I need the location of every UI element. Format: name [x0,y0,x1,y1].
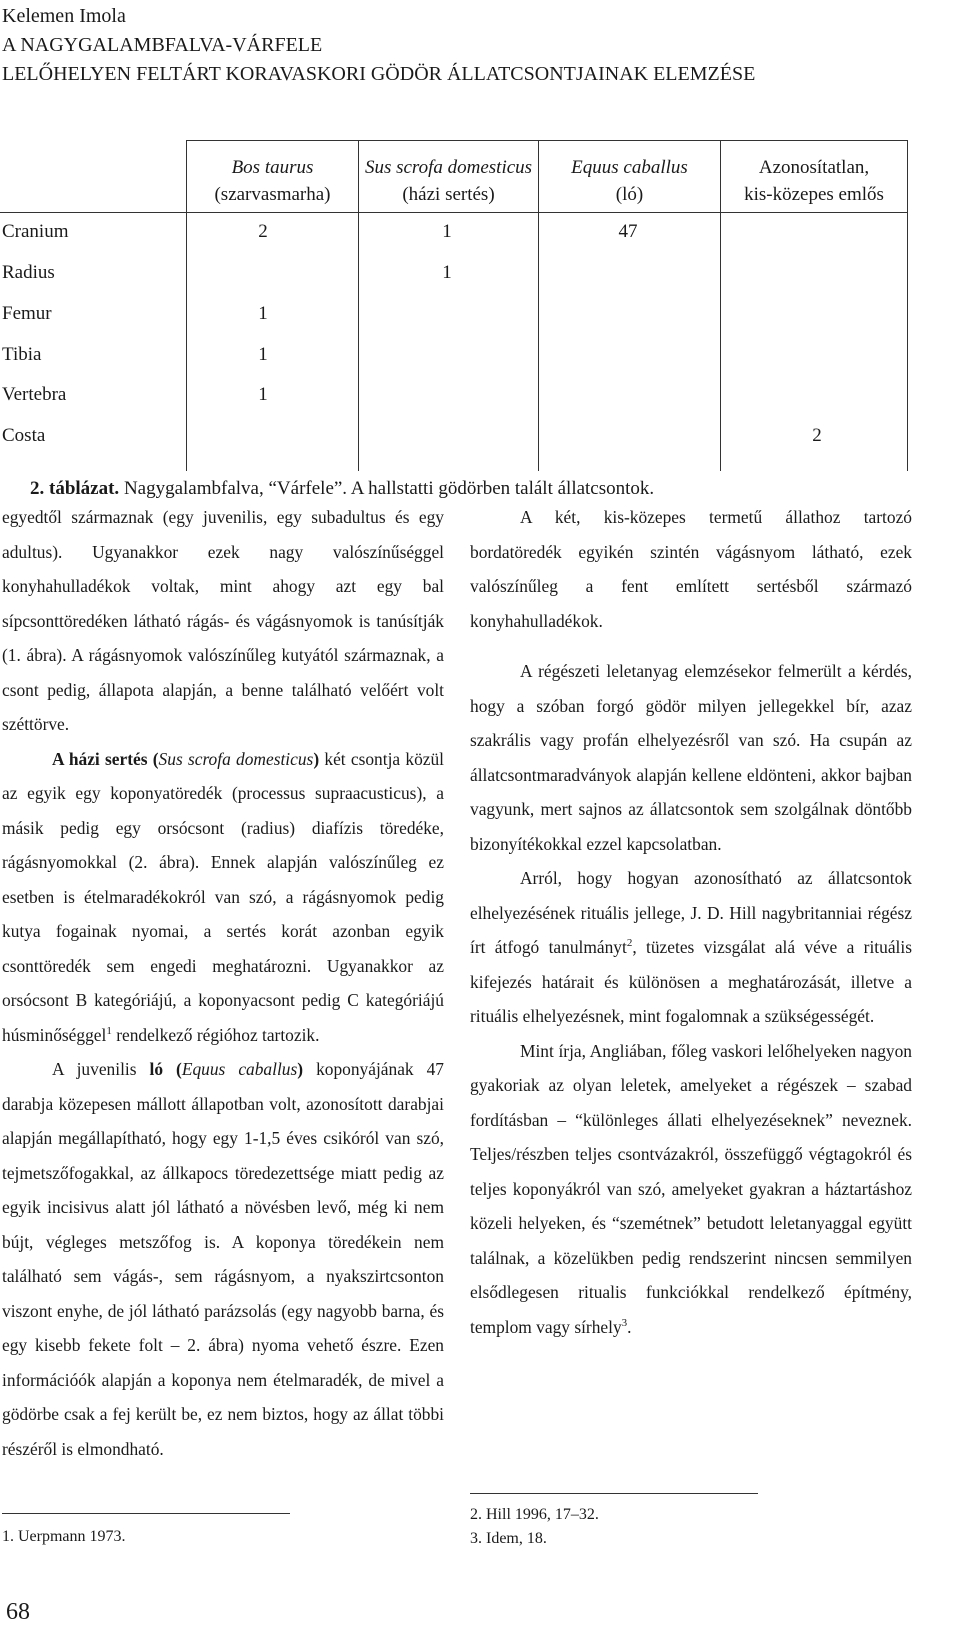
row-label-costa: Costa [2,425,46,446]
column-header-bos-taurus: Bos taurus (szarvasmarha) [214,157,331,205]
table-cell: 1 [258,303,268,324]
table-grid-line [186,140,908,141]
paragraph: A házi sertés (Sus scrofa domesticus) két csontja közül az egyik egy koponyatöredék (processus supraacusticus), a másik pedig egy orsócsont (radius) diafízis töredéke, rágásnyomokkal (2. ábra). Ennek alapján valószínűleg ez esetben is ételmaradékokról van szó, a rágásnyomok pedig kutya fogainak nyomai, a sertés korát azonban egyik csonttöredék sem engedi meghatározni. Ugyanakkor az orsócsont B kategóriájú, a koponyacsont pedig C kategóriájú húsminőséggel$^1$ rendelkező régióhoz tartozik. [2,748,445,1045]
author-name: Kelemen Imola [2,5,126,27]
article-title-line1: A NAGYGALAMBFALVA-VÁRFELE [2,34,323,56]
caption-label: 2. táblázat. [30,478,120,499]
right-column [470,500,912,1344]
table-cell: 47 [618,221,638,242]
row-label-vertebra: Vertebra [2,384,67,405]
running-header [2,2,755,89]
row-label-tibia: Tibia [2,344,42,365]
page-number: 68 [6,1599,30,1625]
column-header-equus-caballus: Equus caballus (ló) [571,157,688,205]
row-label-cranium: Cranium [2,221,69,242]
paragraph: A juvenilis ló (Equus caballus) koponyájának 47 darabja közepesen mállott állapotban volt, azonosított darabjai alapján megállapítható, hogy egy 1-1,5 éves csikóról van szó, tejmetszőfogakkal, az állkapocs töredezettsége miatt pedig az egyik incisivus alatt jól látható a növésben levő, még ki nem bújt, végleges metszőfog is. A koponya töredékein nem található sem vágás-, sem rágásnyom, a nyakszirtcsonton viszont enyhe, de jól látható parázsolás (egy nagyobb barna, és egy kisebb fekete folt – 2. ábra) nyoma vehető észre. Ezen információók alapján a koponya nem ételmaradék, de mivel a gödörbe csak a fej került be, ez nem biztos, hogy az állat többi részéről is elmondható. [2,1059,445,1459]
table-cell: 1 [442,221,452,242]
paragraph: Arról, hogy hogyan azonosítható az állatcsontok elhelyezésének rituális jellege, J. D. Hill nagybritanniai régész írt átfogó tanulmányt$^2$, tüzetes vizsgálat alá véve a rituális kifejezés határait és különösen a meghatározását, illetve a rituális elhelyezésnek, mint fogalomnak a szükségességét. [470,868,912,1026]
table-grid-line [0,212,908,213]
row-label-femur: Femur [2,303,52,324]
table-cell: 1 [258,344,268,365]
article-title-line2: LELŐHELYEN FELTÁRT KORAVASKORI GÖDÖR ÁLLATCSONTJAINAK ELEMZÉSE [2,63,756,85]
paragraph: egyedtől származnak (egy juvenilis, egy subadultus és egy adultus). Ugyanakkor ezek nagy valószínűséggel konyhahulladékok voltak, mint ahogy azt egy bal sípcsonttöredéken látható rágás- és vágásnyomok is tanúsítják (1. ábra). A rágásnyomok valószínűleg kutyától származnak, a csont pedig, állapota alapján, a benne található velőért volt széttörve. [2,507,444,734]
paragraph: A régészeti leletanyag elemzésekor felmerült a kérdés, hogy a szóban forgó gödör milyen jellegekkel bír, azaz szakrális vagy profán elhelyezésről van szó. Ha csupán az állatcsontmaradványok alapján kellene eldönteni, akkor bajban vagyunk, mert sajnos az állatcsontok sem szolgálnak döntőbb bizonyítékokkal ezzel kapcsolatban. [470,661,912,854]
table-cell: 1 [442,262,452,283]
table-grid-line [907,140,908,471]
table-cell: 1 [258,384,268,405]
footnote-rule [2,1513,290,1514]
paragraph: Mint írja, Angliában, főleg vaskori lelőhelyeken nagyon gyakoriak az olyan leletek, amelyeket a régészek – szabad fordításban – “különleges állati elhelyezéseknek” neveznek. Teljes/részben teljes csontvázakról, összefüggő végtagokról és teljes koponyákról van szó, amelyeket gyakran a háztartáshoz közeli helyeken, és “szemétnek” betudott leletanyaggal együtt találnak, a közelükben pedig rendszerint nincsen semmilyen elsődlegesen ritualis funkciókkal rendelkező építmény, templom vagy sírhely$^3$. [470,1040,912,1337]
table-cell: 2 [258,221,268,242]
footnote-rule [470,1493,758,1494]
footnote-3: 3. Idem, 18. [470,1530,547,1547]
footnote-1: 1. Uerpmann 1973. [2,1528,126,1545]
table-cell: 2 [812,425,822,446]
column-header-unidentified: Azonosítatlan, kis-közepes emlős [744,157,884,205]
row-label-radius: Radius [2,262,55,283]
left-column [2,500,444,1466]
caption-text: Nagygalambfalva, “Várfele”. A hallstatti gödörben talált állatcsontok. [119,478,655,499]
table-caption [30,476,654,502]
paragraph: A két, kis-közepes termetű állathoz tartozó bordatöredék egyikén szintén vágásnyom látható, ezek valószínűleg a fent említett sertésből származó konyhahulladékok. [470,507,912,631]
column-header-sus-scrofa: Sus scrofa domesticus (házi sertés) [364,157,533,205]
footnote-2: 2. Hill 1996, 17–32. [470,1506,599,1523]
